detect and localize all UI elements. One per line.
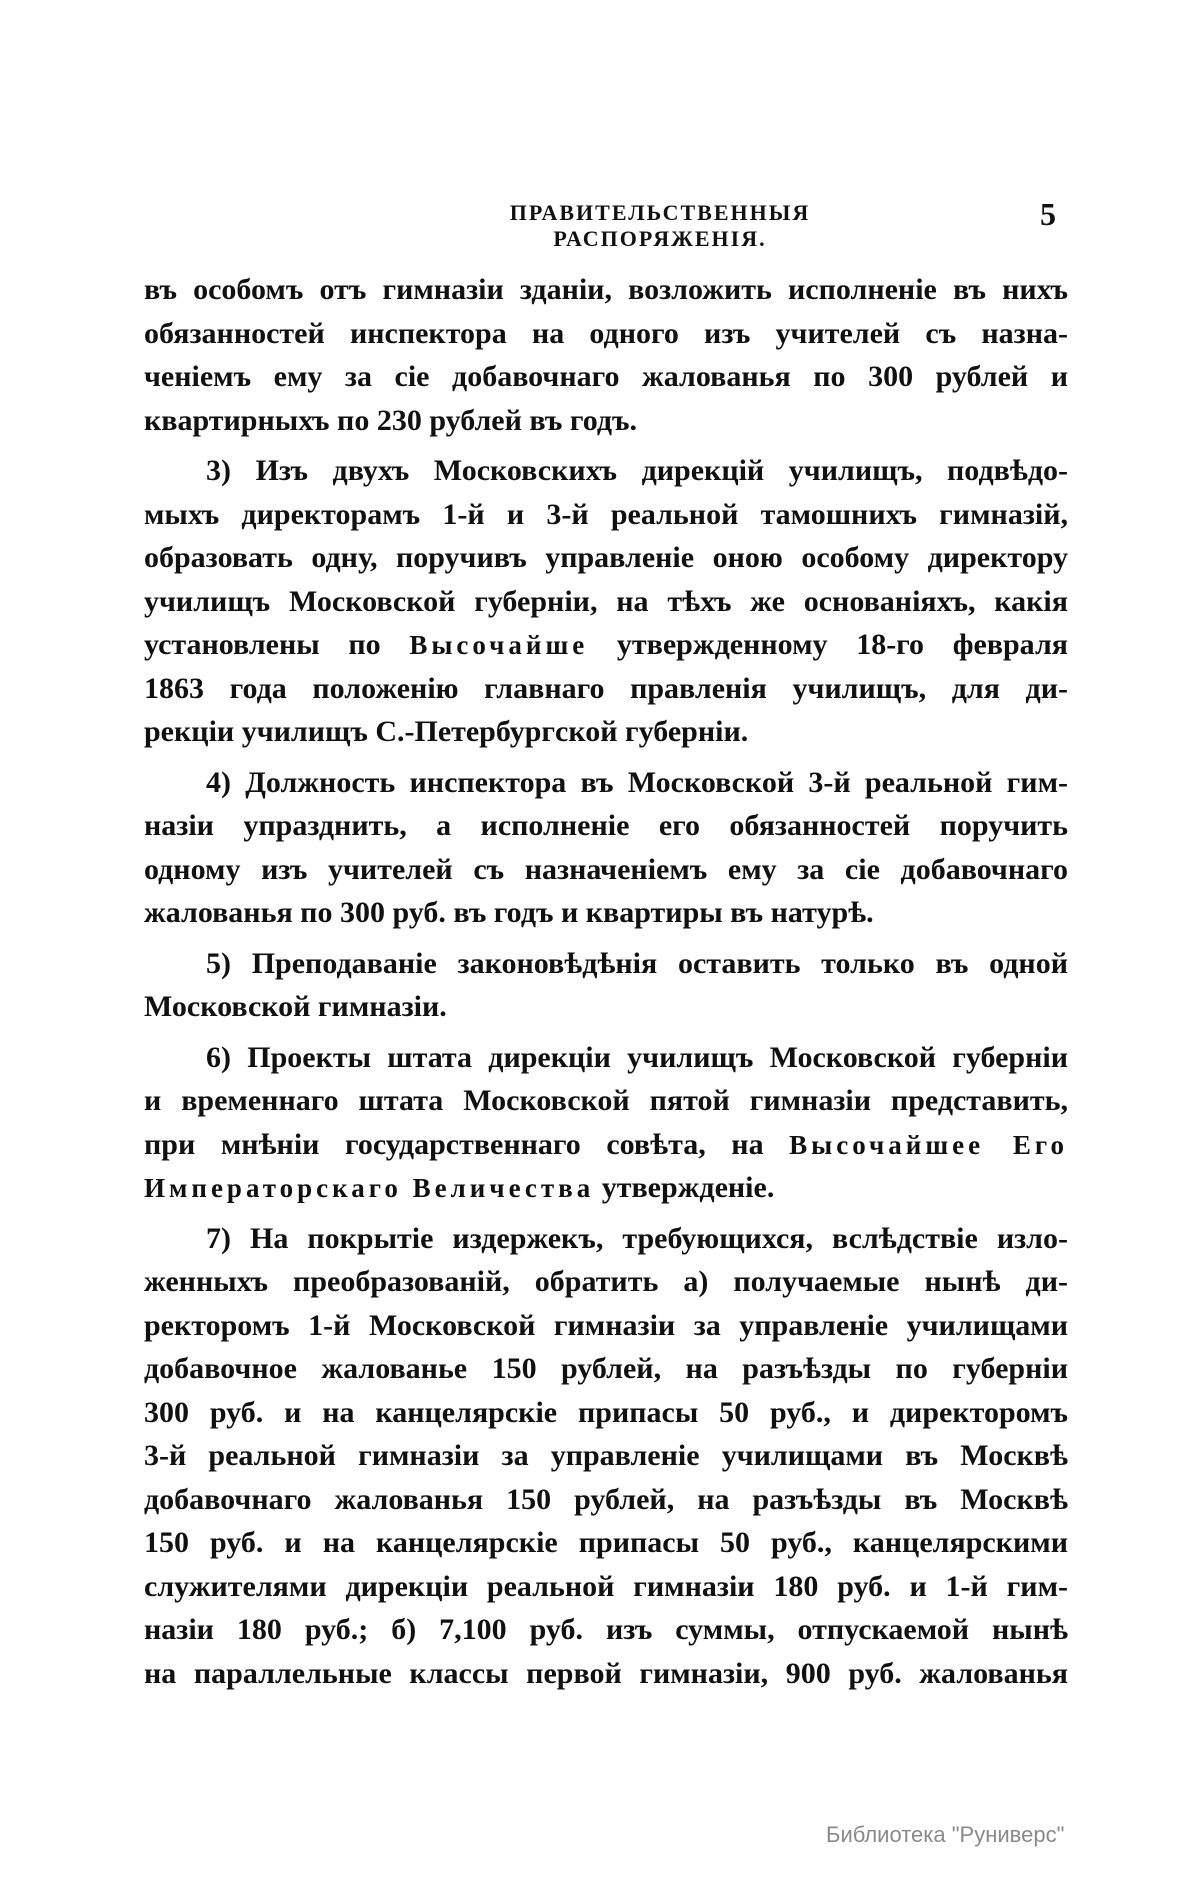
paragraph <box>144 449 1068 754</box>
text-line: женныхъ преобразованій, обратить а) получаемые нынѣ ди- <box>144 1265 1068 1298</box>
text-line: добавочнаго жалованья 150 рублей, на разъѣзды въ Москвѣ <box>144 1482 1068 1516</box>
text-line: училищъ Московской губерніи, на тѣхъ же основаніяхъ, какія <box>144 584 1068 618</box>
library-watermark: Библиотека "Руниверс" <box>826 1822 1065 1847</box>
text-line: назіи 180 руб.; б) 7,100 руб. изъ суммы, отпускаемой нынѣ <box>144 1613 1068 1646</box>
body-text <box>144 268 1068 1695</box>
text-line: одному изъ учителей съ назначеніемъ ему за сіе добавочнаго <box>144 852 1068 886</box>
spaced-text: Высочайшее Его <box>789 1129 1068 1160</box>
text-line: образовать одну, поручивъ управленіе оною особому директору <box>144 541 1068 574</box>
page-header <box>0 196 1200 251</box>
text-line: 3-й реальной гимназіи за управленіе училищами въ Москвѣ <box>144 1439 1068 1472</box>
text-line: 300 руб. и на канцелярскіе припасы 50 руб., и директоромъ <box>144 1395 1068 1429</box>
text-line: на параллельные классы первой гимназіи, 900 руб. жалованья <box>144 1656 1068 1690</box>
spaced-text: Высочайше <box>409 630 589 660</box>
text-line: ректоромъ 1-й Московской гимназіи за управленіе училищами <box>144 1308 1068 1342</box>
text-line: 4) Должность инспектора въ Московской 3-й реальной гим- <box>206 765 1068 799</box>
text-line: квартирныхъ по 230 рублей въ годъ. <box>144 403 638 437</box>
text-line: жалованья по 300 руб. въ годъ и квартиры въ натурѣ. <box>144 896 874 929</box>
text-segment: утвержденному 18-го февраля <box>588 628 1069 661</box>
text-line: въ особомъ отъ гимназіи зданіи, возложить исполненіе въ нихъ <box>144 273 1068 306</box>
text-line: Московской гимназіи. <box>144 990 447 1023</box>
paragraph <box>144 1217 1068 1696</box>
text-line: и временнаго штата Московской пятой гимназіи представить, <box>144 1084 1068 1117</box>
text-line <box>144 623 1068 667</box>
text-segment: утвержденіе. <box>594 1171 775 1204</box>
paragraph <box>144 268 1068 442</box>
text-line: 1863 года положенію главнаго правленія училищъ, для ди- <box>144 671 1068 705</box>
paragraph <box>144 1036 1068 1210</box>
text-line: мыхъ директорамъ 1-й и 3-й реальной тамошнихъ гимназій, <box>144 497 1068 531</box>
paragraph <box>144 942 1068 1029</box>
page-number: 5 <box>1040 196 1056 232</box>
text-line: ченіемъ ему за сіе добавочнаго жалованья по 300 рублей и <box>144 360 1068 393</box>
text-line <box>144 1166 1068 1210</box>
text-line: служителями дирекціи реальной гимназіи 180 руб. и 1-й гим- <box>144 1569 1068 1603</box>
paragraph <box>144 761 1068 935</box>
text-line: 5) Преподаваніе законовѣдѣнія оставить только въ одной <box>206 946 1068 980</box>
text-line: рекціи училищъ С.-Петербургской губерніи. <box>144 715 749 748</box>
text-segment: при мнѣніи государственнаго совѣта, на <box>144 1127 790 1161</box>
running-title: ПРАВИТЕЛЬСТВЕННЫЯ РАСПОРЯЖЕНІЯ. <box>509 200 811 251</box>
text-line <box>144 1123 1068 1167</box>
text-line: 150 руб. и на канцелярскіе припасы 50 руб., канцелярскими <box>144 1526 1068 1559</box>
text-line: добавочное жалованье 150 рублей, на разъѣзды по губерніи <box>144 1352 1068 1385</box>
text-line: назіи упразднить, а исполненіе его обязанностей поручить <box>144 809 1068 842</box>
text-segment: установлены по <box>144 628 410 661</box>
text-line: 7) На покрытіе издержекъ, требующихся, вслѣдствіе изло- <box>206 1221 1068 1255</box>
spaced-text: Императорскаго Величества <box>144 1173 595 1203</box>
text-line: 3) Изъ двухъ Московскихъ дирекцій училищъ, подвѣдо- <box>206 454 1068 487</box>
text-line: обязанностей инспектора на одного изъ учителей съ назна- <box>144 316 1068 350</box>
text-line: 6) Проекты штата дирекціи училищъ Московской губерніи <box>206 1040 1068 1074</box>
